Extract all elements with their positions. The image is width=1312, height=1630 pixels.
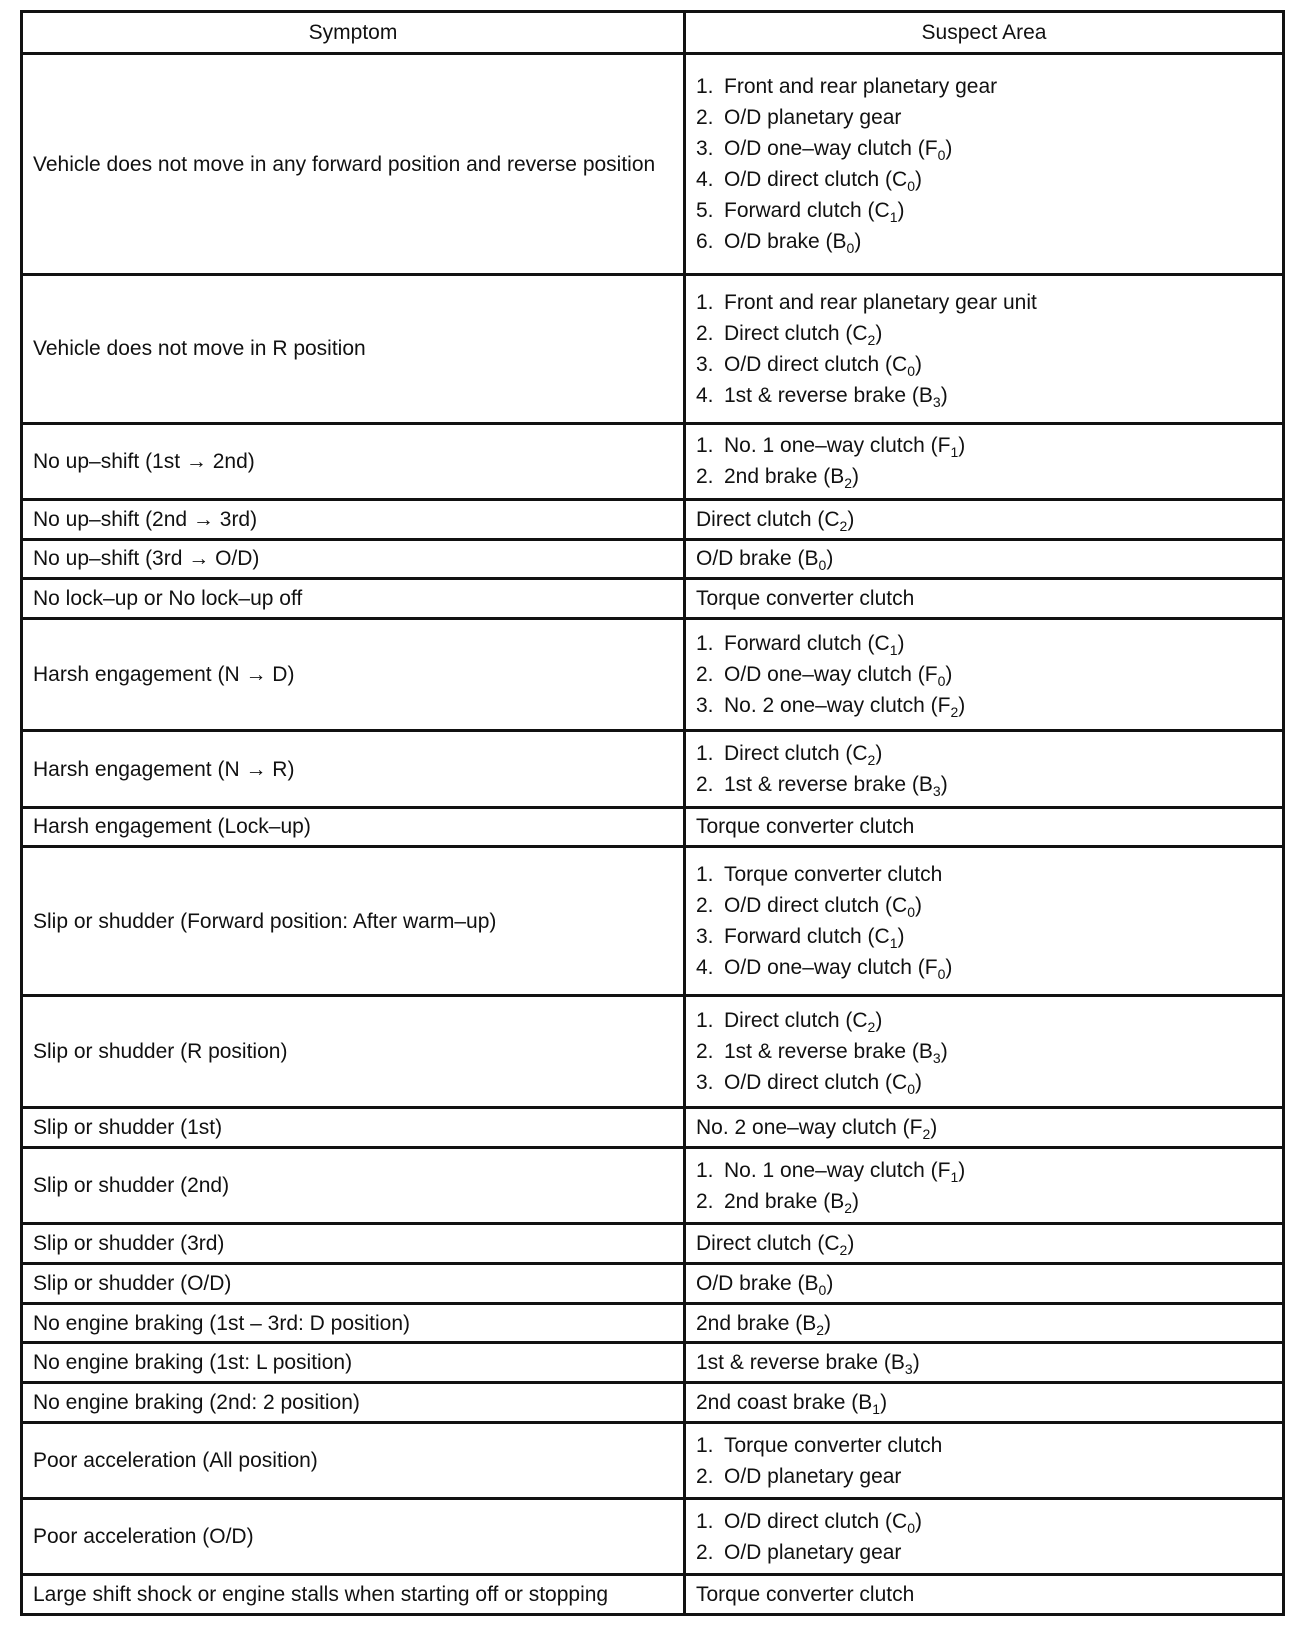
item-text: 1st & reverse brake (B — [696, 1351, 905, 1375]
item-text: 2nd brake (B — [724, 465, 845, 489]
symptom-cell: Slip or shudder (3rd) — [22, 1224, 685, 1264]
suspect-area-item — [696, 1067, 1272, 1098]
item-number: 6. — [696, 230, 714, 254]
item-text: O/D direct clutch (C — [724, 1509, 908, 1533]
item-suffix: ) — [826, 547, 834, 571]
item-subscript: 3 — [932, 393, 941, 410]
suspect-area-cell — [685, 1343, 1284, 1383]
item-suffix: ) — [875, 321, 883, 345]
table-row — [22, 1108, 1284, 1148]
troubleshooting-sheet — [20, 10, 1282, 1616]
item-suffix: ) — [945, 956, 953, 980]
item-number: 1. — [696, 1009, 714, 1033]
item-suffix: ) — [847, 507, 855, 531]
item-text: Torque converter clutch — [724, 1433, 943, 1457]
item-suffix: ) — [915, 894, 923, 918]
item-suffix: ) — [897, 199, 905, 223]
suspect-area-item — [696, 921, 1272, 952]
item-subscript: 0 — [907, 1519, 916, 1536]
item-text: 2nd coast brake (B — [696, 1391, 873, 1415]
item-subscript: 1 — [950, 444, 959, 461]
suspect-area-item — [696, 504, 1272, 535]
item-text: Direct clutch (C — [696, 1231, 840, 1255]
suspect-area-item — [696, 583, 1272, 614]
suspect-area-item — [696, 318, 1272, 349]
item-subscript: 3 — [932, 783, 941, 799]
suspect-area-item — [696, 1430, 1272, 1461]
item-text: 1st & reverse brake (B — [724, 773, 933, 796]
table-row — [22, 1263, 1284, 1303]
item-subscript: 2 — [844, 1199, 853, 1216]
suspect-area-cell — [685, 1108, 1284, 1148]
item-suffix: ) — [912, 1351, 920, 1375]
suspect-area-cell — [685, 807, 1284, 847]
item-subscript: 1 — [889, 935, 898, 952]
table-row — [22, 1422, 1284, 1498]
item-suffix: ) — [826, 1271, 834, 1295]
suspect-area-item — [696, 430, 1272, 461]
item-number: 4. — [696, 956, 714, 980]
table-row — [22, 539, 1284, 579]
item-subscript: 2 — [839, 1241, 848, 1258]
item-subscript: 1 — [889, 209, 898, 226]
table-row — [22, 1148, 1284, 1224]
item-subscript: 2 — [867, 1019, 876, 1036]
symptom-cell: No engine braking (1st – 3rd: D position) — [22, 1303, 685, 1343]
table-row — [22, 54, 1284, 275]
symptom-cell: Poor acceleration (O/D) — [22, 1499, 685, 1575]
suspect-area-item — [696, 349, 1272, 380]
symptom-cell: No up–shift (3rd → O/D) — [22, 539, 685, 579]
symptom-cell: Harsh engagement (N → R) — [22, 731, 685, 807]
suspect-area-item — [696, 769, 1272, 800]
item-text: No. 1 one–way clutch (F — [724, 1158, 951, 1182]
item-subscript: 0 — [846, 240, 855, 257]
item-text: Front and rear planetary gear — [724, 75, 998, 99]
item-suffix: ) — [958, 434, 966, 458]
suspect-area-cell — [685, 1303, 1284, 1343]
item-number: 2. — [696, 321, 714, 345]
suspect-area-item — [696, 1387, 1272, 1418]
item-suffix: ) — [854, 230, 862, 254]
item-text: Torque converter clutch — [696, 1583, 915, 1607]
item-text: O/D planetary gear — [724, 1540, 902, 1564]
item-number: 2. — [696, 663, 714, 687]
item-subscript: 0 — [907, 178, 916, 195]
item-text: Direct clutch (C — [724, 321, 868, 345]
item-subscript: 2 — [839, 517, 848, 534]
item-suffix: ) — [897, 925, 905, 949]
item-text: Direct clutch (C — [724, 1009, 868, 1033]
item-subscript: 0 — [818, 1281, 827, 1298]
table-row — [22, 499, 1284, 539]
symptom-cell: Slip or shudder (O/D) — [22, 1263, 685, 1303]
suspect-area-item — [696, 1268, 1272, 1299]
item-subscript: 0 — [907, 1081, 916, 1098]
item-text: O/D brake (B — [696, 547, 819, 571]
table-row — [22, 423, 1284, 499]
suspect-area-cell — [685, 731, 1284, 807]
suspect-area-cell — [685, 1263, 1284, 1303]
suspect-area-item — [696, 659, 1272, 690]
symptom-cell: No up–shift (1st → 2nd) — [22, 423, 685, 499]
item-subscript: 0 — [907, 362, 916, 379]
item-number: 3. — [696, 352, 714, 376]
symptom-cell: Vehicle does not move in R position — [22, 275, 685, 424]
item-number: 2. — [696, 106, 714, 130]
item-suffix: ) — [847, 1231, 855, 1255]
suspect-area-item — [696, 1112, 1272, 1143]
item-text: Forward clutch (C — [724, 925, 890, 949]
suspect-area-cell — [685, 499, 1284, 539]
symptom-cell: No engine braking (1st: L position) — [22, 1343, 685, 1383]
item-number: 1. — [696, 1433, 714, 1457]
table-row — [22, 619, 1284, 731]
item-number: 1. — [696, 1158, 714, 1182]
symptom-cell: No engine braking (2nd: 2 position) — [22, 1383, 685, 1423]
item-suffix: ) — [958, 1158, 966, 1182]
item-number: 5. — [696, 199, 714, 223]
item-number: 1. — [696, 290, 714, 314]
suspect-area-cell — [685, 847, 1284, 996]
table-row — [22, 847, 1284, 996]
item-text: Torque converter clutch — [696, 587, 915, 611]
suspect-area-item — [696, 1308, 1272, 1339]
item-text: 1st & reverse brake (B — [724, 383, 933, 407]
item-subscript: 1 — [889, 642, 898, 659]
item-subscript: 2 — [950, 704, 959, 721]
suspect-area-item — [696, 628, 1272, 659]
suspect-area-item — [696, 1005, 1272, 1036]
suspect-area-item — [696, 287, 1272, 318]
item-text: No. 1 one–way clutch (F — [724, 434, 951, 458]
item-subscript: 2 — [816, 1321, 825, 1338]
item-suffix: ) — [875, 1009, 883, 1033]
suspect-area-item — [696, 1506, 1272, 1537]
suspect-area-item — [696, 133, 1272, 164]
item-number: 3. — [696, 694, 714, 718]
item-text: 2nd brake (B — [724, 1189, 845, 1213]
item-subscript: 3 — [904, 1361, 913, 1378]
symptom-cell: Slip or shudder (R position) — [22, 995, 685, 1107]
item-suffix: ) — [875, 742, 883, 765]
suspect-area-item — [696, 380, 1272, 411]
item-subscript: 1 — [872, 1401, 881, 1418]
item-suffix: ) — [824, 1311, 832, 1335]
suspect-area-cell — [685, 539, 1284, 579]
suspect-area-cell — [685, 54, 1284, 275]
item-suffix: ) — [897, 632, 905, 656]
item-subscript: 1 — [950, 1168, 959, 1185]
item-suffix: ) — [930, 1116, 938, 1140]
item-text: O/D direct clutch (C — [724, 894, 908, 918]
suspect-area-item — [696, 1036, 1272, 1067]
table-row — [22, 1343, 1284, 1383]
suspect-area-cell — [685, 423, 1284, 499]
item-subscript: 0 — [907, 904, 916, 921]
item-subscript: 2 — [922, 1126, 931, 1143]
item-text: O/D direct clutch (C — [724, 352, 908, 376]
suspect-area-item — [696, 1579, 1272, 1610]
suspect-area-item — [696, 1186, 1272, 1217]
suspect-area-item — [696, 164, 1272, 195]
item-suffix: ) — [915, 352, 923, 376]
symptom-cell: Poor acceleration (All position) — [22, 1422, 685, 1498]
item-text: Torque converter clutch — [696, 815, 915, 839]
table-row — [22, 1575, 1284, 1615]
item-suffix: ) — [958, 694, 966, 718]
item-number: 2. — [696, 1040, 714, 1064]
item-text: Forward clutch (C — [724, 199, 890, 223]
suspect-area-column-header: Suspect Area — [685, 12, 1284, 54]
symptom-cell: Slip or shudder (2nd) — [22, 1148, 685, 1224]
item-number: 1. — [696, 75, 714, 99]
suspect-area-cell — [685, 1422, 1284, 1498]
symptom-cell: Vehicle does not move in any forward position and reverse position — [22, 54, 685, 275]
header-row — [22, 12, 1284, 54]
item-subscript: 0 — [937, 673, 946, 690]
item-text: O/D brake (B — [696, 1271, 819, 1295]
item-suffix: ) — [940, 773, 948, 796]
item-text: O/D one–way clutch (F — [724, 956, 938, 980]
suspect-area-item — [696, 859, 1272, 890]
suspect-area-cell — [685, 1575, 1284, 1615]
table-row — [22, 579, 1284, 619]
table-row — [22, 1499, 1284, 1575]
item-text: Forward clutch (C — [724, 632, 890, 656]
suspect-area-item — [696, 1537, 1272, 1568]
suspect-area-item — [696, 1228, 1272, 1259]
item-number: 2. — [696, 1189, 714, 1213]
suspect-area-item — [696, 738, 1272, 769]
suspect-area-item — [696, 1155, 1272, 1186]
suspect-area-cell — [685, 619, 1284, 731]
item-subscript: 0 — [937, 147, 946, 164]
suspect-area-cell — [685, 995, 1284, 1107]
table-row — [22, 1303, 1284, 1343]
item-text: O/D one–way clutch (F — [724, 663, 938, 687]
item-suffix: ) — [945, 137, 953, 161]
item-number: 2. — [696, 465, 714, 489]
item-suffix: ) — [915, 168, 923, 192]
item-number: 3. — [696, 137, 714, 161]
suspect-area-item — [696, 102, 1272, 133]
item-number: 4. — [696, 383, 714, 407]
symptom-table — [20, 10, 1285, 1616]
item-number: 1. — [696, 434, 714, 458]
table-row — [22, 275, 1284, 424]
item-text: O/D direct clutch (C — [724, 1071, 908, 1095]
item-suffix: ) — [852, 465, 860, 489]
item-subscript: 2 — [867, 752, 876, 768]
item-subscript: 2 — [867, 331, 876, 348]
item-number: 3. — [696, 1071, 714, 1095]
suspect-area-cell — [685, 275, 1284, 424]
suspect-area-cell — [685, 1224, 1284, 1264]
item-subscript: 3 — [932, 1050, 941, 1067]
item-text: O/D direct clutch (C — [724, 168, 908, 192]
item-text: Front and rear planetary gear unit — [724, 290, 1037, 314]
item-suffix: ) — [880, 1391, 888, 1415]
suspect-area-item — [696, 543, 1272, 574]
suspect-area-cell — [685, 1148, 1284, 1224]
item-number: 1. — [696, 632, 714, 656]
suspect-area-item — [696, 195, 1272, 226]
item-text: Direct clutch (C — [696, 507, 840, 531]
item-text: No. 2 one–way clutch (F — [696, 1116, 923, 1140]
item-suffix: ) — [940, 1040, 948, 1064]
item-suffix: ) — [852, 1189, 860, 1213]
item-number: 2. — [696, 773, 714, 796]
symptom-column-header: Symptom — [22, 12, 685, 54]
suspect-area-item — [696, 226, 1272, 257]
item-subscript: 0 — [818, 557, 827, 574]
item-number: 3. — [696, 925, 714, 949]
item-text: 1st & reverse brake (B — [724, 1040, 933, 1064]
symptom-cell: Slip or shudder (1st) — [22, 1108, 685, 1148]
suspect-area-item — [696, 952, 1272, 983]
table-row — [22, 1383, 1284, 1423]
item-suffix: ) — [945, 663, 953, 687]
item-number: 2. — [696, 1464, 714, 1488]
item-suffix: ) — [940, 383, 948, 407]
suspect-area-item — [696, 890, 1272, 921]
item-text: O/D brake (B — [724, 230, 847, 254]
item-number: 2. — [696, 894, 714, 918]
suspect-area-item — [696, 71, 1272, 102]
item-text: No. 2 one–way clutch (F — [724, 694, 951, 718]
table-row — [22, 807, 1284, 847]
suspect-area-item — [696, 690, 1272, 721]
suspect-area-item — [696, 1461, 1272, 1492]
suspect-area-cell — [685, 1499, 1284, 1575]
item-suffix: ) — [915, 1509, 923, 1533]
table-row — [22, 731, 1284, 807]
symptom-cell: Harsh engagement (Lock–up) — [22, 807, 685, 847]
suspect-area-item — [696, 811, 1272, 842]
symptom-cell: Large shift shock or engine stalls when starting off or stopping — [22, 1575, 685, 1615]
suspect-area-item — [696, 461, 1272, 492]
symptom-cell: Harsh engagement (N → D) — [22, 619, 685, 731]
item-text: O/D one–way clutch (F — [724, 137, 938, 161]
table-row — [22, 995, 1284, 1107]
item-number: 4. — [696, 168, 714, 192]
suspect-area-cell — [685, 1383, 1284, 1423]
item-text: O/D planetary gear — [724, 1464, 902, 1488]
item-text: 2nd brake (B — [696, 1311, 817, 1335]
symptom-cell: Slip or shudder (Forward position: After warm–up) — [22, 847, 685, 996]
item-number: 2. — [696, 1540, 714, 1564]
symptom-cell: No lock–up or No lock–up off — [22, 579, 685, 619]
item-number: 1. — [696, 863, 714, 887]
symptom-cell: No up–shift (2nd → 3rd) — [22, 499, 685, 539]
item-subscript: 2 — [844, 475, 853, 492]
item-text: Torque converter clutch — [724, 863, 943, 887]
item-number: 1. — [696, 1509, 714, 1533]
table-row — [22, 1224, 1284, 1264]
table-body — [22, 54, 1284, 1615]
suspect-area-cell — [685, 579, 1284, 619]
item-text: Direct clutch (C — [724, 742, 868, 765]
item-subscript: 0 — [937, 966, 946, 983]
item-suffix: ) — [915, 1071, 923, 1095]
item-text: O/D planetary gear — [724, 106, 902, 130]
suspect-area-item — [696, 1347, 1272, 1378]
item-number: 1. — [696, 742, 714, 765]
